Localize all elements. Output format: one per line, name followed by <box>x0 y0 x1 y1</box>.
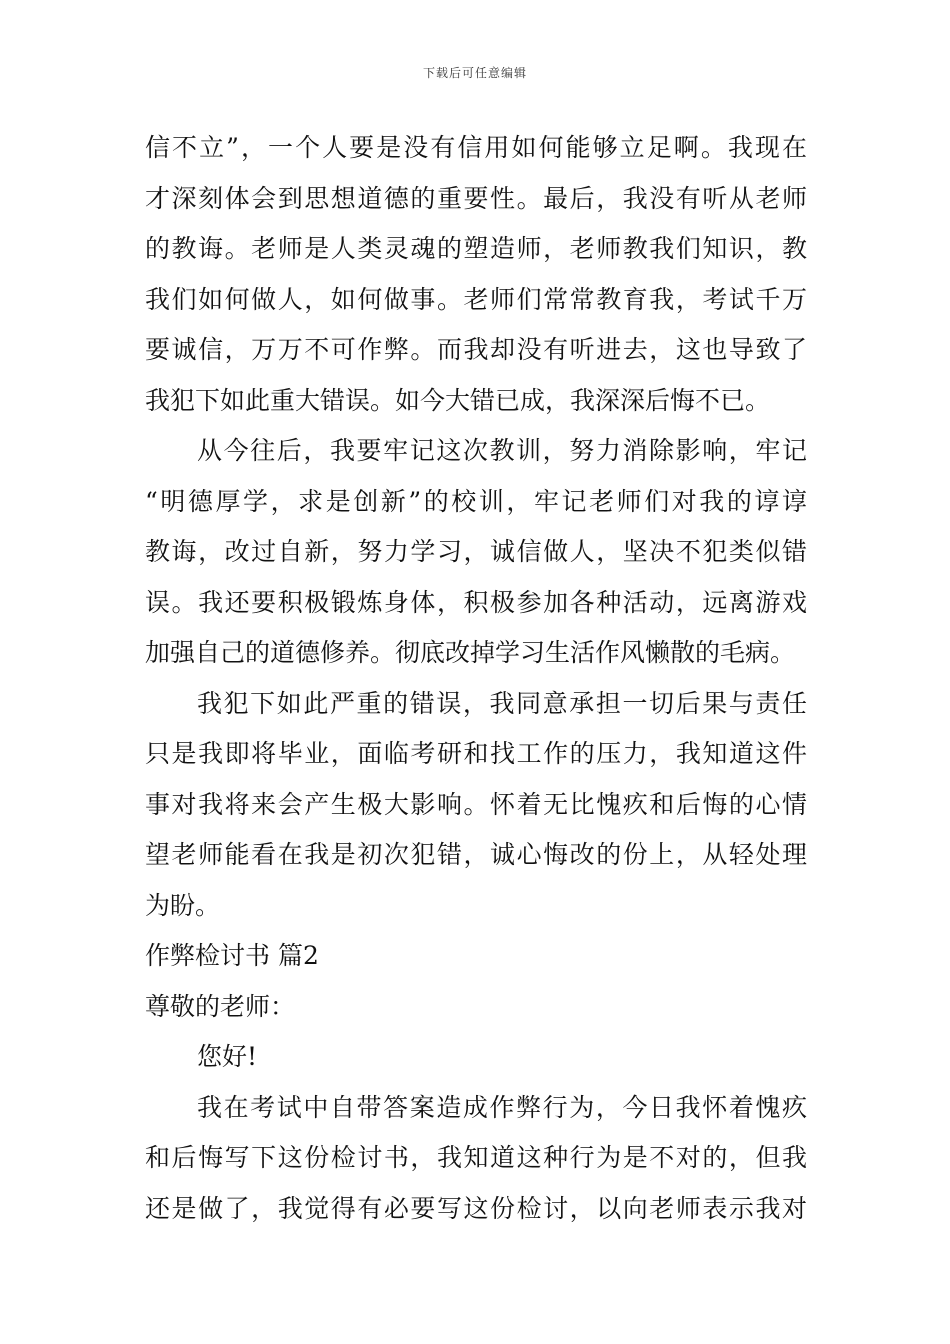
text-line-1: 信不立”，一个人要是没有信用如何能够立足啊。我现在 <box>145 133 807 162</box>
text-line-9: 教诲，改过自新，努力学习，诚信做人，坚决不犯类似错 <box>145 537 807 566</box>
text-line-3: 的教诲。老师是人类灵魂的塑造师，老师教我们知识，教 <box>145 234 807 263</box>
text-line-7: 从今往后，我要牢记这次教训，努力消除影响，牢记 <box>197 436 807 465</box>
text-line-20: 我在考试中自带答案造成作弊行为，今日我怀着愧疚 <box>197 1092 807 1122</box>
text-line-4: 我们如何做人，如何做事。老师们常常教育我，考试千万 <box>145 284 807 314</box>
text-line-16: 为盼。 <box>145 890 221 920</box>
text-line-2: 才深刻体会到思想道德的重要性。最后，我没有听从老师 <box>145 183 807 213</box>
text-line-13: 只是我即将毕业，面临考研和找工作的压力，我知道这件 <box>145 739 807 768</box>
text-line-8: “明德厚学，求是创新”的校训，牢记老师们对我的谆谆 <box>145 486 807 516</box>
salutation: 尊敬的老师： <box>145 991 296 1021</box>
text-line-15: 望老师能看在我是初次犯错，诚心悔改的份上，从轻处理 <box>145 840 807 869</box>
text-line-22: 还是做了，我觉得有必要写这份检讨，以向老师表示我对 <box>145 1193 807 1223</box>
text-line-6: 我犯下如此重大错误。如今大错已成，我深深后悔不已。 <box>145 385 771 415</box>
text-line-10: 误。我还要积极锻炼身体，积极参加各种活动，远离游戏 <box>145 587 807 617</box>
page-header-note: 下载后可任意编辑 <box>422 66 527 80</box>
text-line-12: 我犯下如此严重的错误，我同意承担一切后果与责任 <box>197 688 807 718</box>
greeting: 您好! <box>197 1042 258 1071</box>
text-line-14: 事对我将来会产生极大影响。怀着无比愧疚和后悔的心情 <box>145 789 807 819</box>
section-title: 作弊检讨书 篇2 <box>145 941 319 970</box>
text-line-21: 和后悔写下这份检讨书，我知道这种行为是不对的，但我 <box>145 1143 807 1172</box>
text-line-5: 要诚信，万万不可作弊。而我却没有听进去，这也导致了 <box>145 335 807 364</box>
text-line-11: 加强自己的道德修养。彻底改掉学习生活作风懒散的毛病。 <box>145 638 796 667</box>
document-body <box>145 123 807 1234</box>
